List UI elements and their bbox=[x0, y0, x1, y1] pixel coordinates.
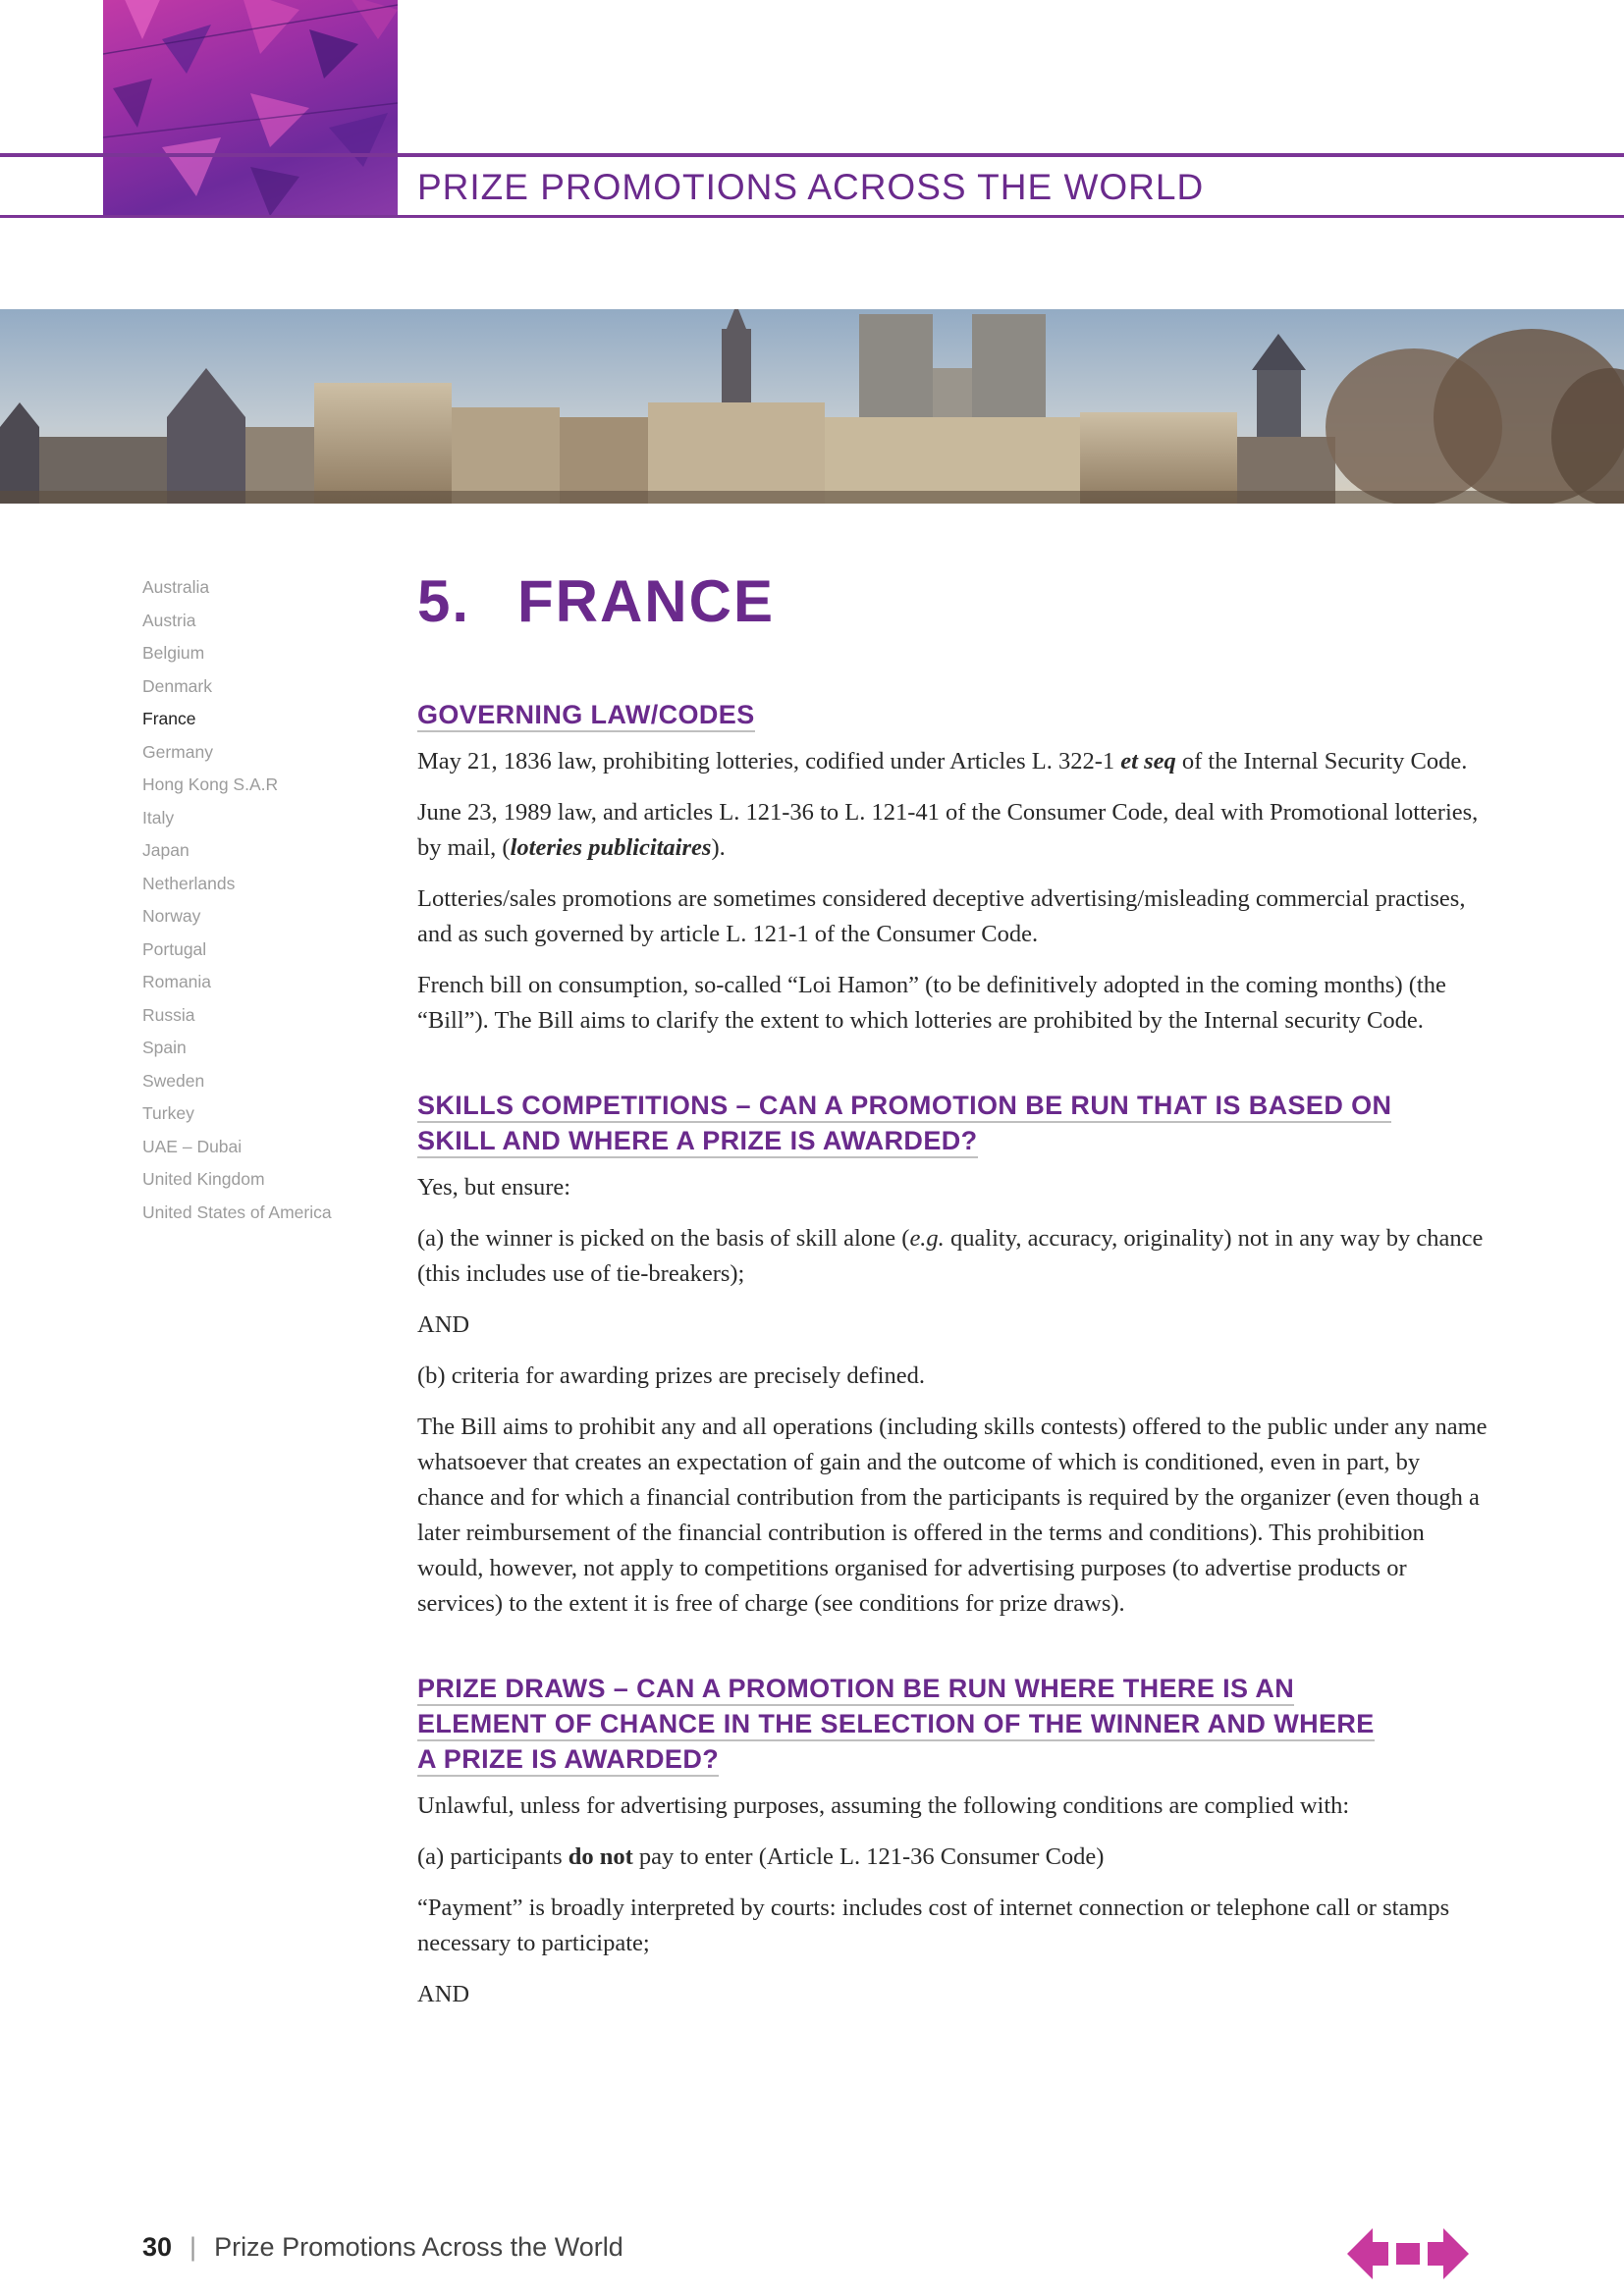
paragraph: Lotteries/sales promotions are sometimes considered deceptive advertising/misleading commercial practises, and as such governed by article L. 121-1 of the Consumer Code. bbox=[417, 885, 1466, 947]
sidebar-item-denmark[interactable]: Denmark bbox=[142, 675, 212, 696]
sidebar-item-turkey[interactable]: Turkey bbox=[142, 1103, 194, 1123]
sidebar-item-united-kingdom[interactable]: United Kingdom bbox=[142, 1169, 265, 1189]
paragraph: AND bbox=[417, 1981, 470, 2007]
main-content bbox=[417, 564, 1488, 2012]
sidebar-item-france[interactable]: France bbox=[142, 709, 196, 728]
sidebar-item-belgium[interactable]: Belgium bbox=[142, 643, 205, 663]
page-number: 30 bbox=[142, 2232, 173, 2262]
sidebar-item-austria[interactable]: Austria bbox=[142, 610, 196, 630]
sidebar-item-hong-kong[interactable]: Hong Kong S.A.R bbox=[142, 774, 279, 794]
menu-square-icon[interactable] bbox=[1396, 2243, 1420, 2265]
paragraph: The Bill aims to prohibit any and all operations (including skills contests) offered to the public under any name whatsoever that creates an expectation of gain and the outcome of which is conditioned, even in part, by chance and for which a financial contribution from the participants is required by the organizer (even though a later reimbursement of the financial contribution is offered in the terms and conditions). This prohibition would, however, not apply to competitions organised for advertising purposes (to advertise products or services) to the extent it is free of charge (see conditions for prize draws). bbox=[417, 1414, 1488, 1617]
paragraph: French bill on consumption, so-called “Loi Hamon” (to be definitively adopted in the coming months) (the “Bill”). The Bill aims to clarify the extent to which lotteries are prohibited by the Internal security Code. bbox=[417, 972, 1446, 1034]
section-heading-skills-competitions: SKILLS COMPETITIONS – CAN A PROMOTION BE RUN THAT IS BASED ON SKILL AND WHERE A PRIZE IS AWARDED? bbox=[417, 1088, 1488, 1158]
country-nav-list bbox=[142, 571, 368, 1229]
chapter-title: FRANCE bbox=[517, 568, 775, 634]
sidebar-item-united-states[interactable]: United States of America bbox=[142, 1201, 332, 1222]
paris-skyline-photo bbox=[0, 309, 1624, 504]
sidebar-item-norway[interactable]: Norway bbox=[142, 906, 201, 926]
next-page-arrow-icon[interactable] bbox=[1428, 2228, 1469, 2279]
header-title: PRIZE PROMOTIONS ACROSS THE WORLD bbox=[417, 167, 1205, 207]
paragraph: Unlawful, unless for advertising purposes, assuming the following conditions are complied with: bbox=[417, 1792, 1350, 1819]
section-heading-prize-draws: PRIZE DRAWS – CAN A PROMOTION BE RUN WHERE THERE IS AN ELEMENT OF CHANCE IN THE SELECTION OF THE WINNER AND WHERE A PRIZE IS AWARDED? bbox=[417, 1671, 1488, 1777]
sidebar-item-portugal[interactable]: Portugal bbox=[142, 938, 207, 959]
previous-page-arrow-icon[interactable] bbox=[1347, 2228, 1388, 2279]
header-rule-top bbox=[0, 153, 1624, 157]
header-decorative-banner bbox=[103, 0, 398, 216]
paragraph: June 23, 1989 law, and articles L. 121-36 to L. 121-41 of the Consumer Code, deal with Promotional lotteries, by mail, (loteries publicitaires). bbox=[417, 799, 1479, 861]
sidebar-item-japan[interactable]: Japan bbox=[142, 840, 189, 860]
paragraph: May 21, 1836 law, prohibiting lotteries, codified under Articles L. 322-1 et seq of the Internal Security Code. bbox=[417, 748, 1468, 774]
sidebar-item-uae-dubai[interactable]: UAE – Dubai bbox=[142, 1136, 243, 1156]
paragraph: Yes, but ensure: bbox=[417, 1174, 571, 1201]
sidebar-item-netherlands[interactable]: Netherlands bbox=[142, 873, 236, 893]
paragraph: (b) criteria for awarding prizes are precisely defined. bbox=[417, 1362, 925, 1389]
sidebar-item-australia[interactable]: Australia bbox=[142, 577, 210, 597]
sidebar-item-romania[interactable]: Romania bbox=[142, 972, 212, 991]
sidebar-item-russia[interactable]: Russia bbox=[142, 1004, 195, 1025]
page-footer bbox=[142, 2232, 623, 2263]
sidebar-item-italy[interactable]: Italy bbox=[142, 807, 175, 828]
page-title bbox=[417, 564, 1488, 653]
footer-separator: | bbox=[189, 2232, 197, 2262]
paragraph: “Payment” is broadly interpreted by courts: includes cost of internet connection or telephone call or stamps necessary to participate; bbox=[417, 1895, 1450, 1956]
sidebar-item-germany[interactable]: Germany bbox=[142, 741, 213, 762]
paragraph: AND bbox=[417, 1311, 470, 1338]
publication-title: Prize Promotions Across the World bbox=[214, 2232, 623, 2262]
sidebar-item-spain[interactable]: Spain bbox=[142, 1038, 187, 1057]
paragraph: (a) participants do not pay to enter (Article L. 121-36 Consumer Code) bbox=[417, 1843, 1105, 1870]
chapter-number: 5. bbox=[417, 568, 471, 634]
paragraph: (a) the winner is picked on the basis of skill alone (e.g. quality, accuracy, originality) not in any way by chance (this includes use of tie-breakers); bbox=[417, 1225, 1484, 1287]
header-rule-bottom bbox=[0, 215, 1624, 218]
sidebar-item-sweden[interactable]: Sweden bbox=[142, 1070, 205, 1091]
page-nav-arrows bbox=[1347, 2224, 1485, 2283]
section-heading-governing-law: GOVERNING LAW/CODES bbox=[417, 697, 1488, 732]
